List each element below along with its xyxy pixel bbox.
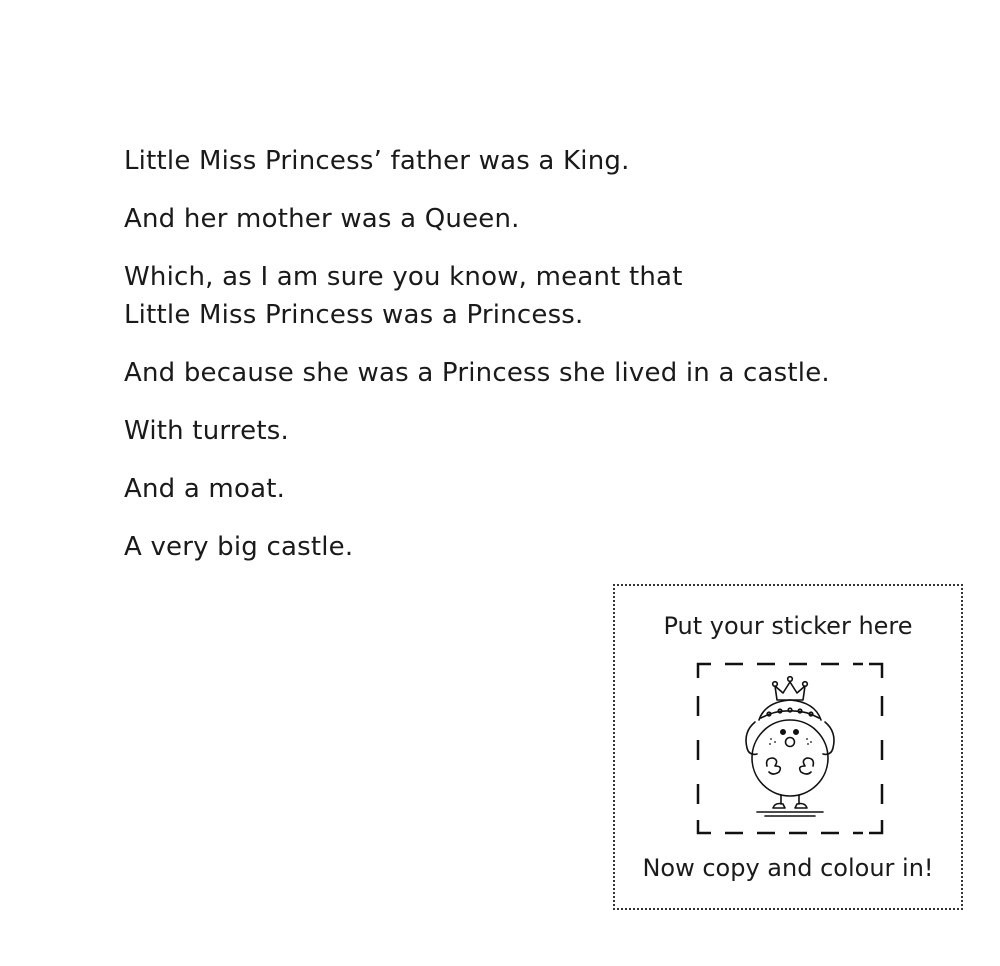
sticker-placeholder <box>695 662 885 836</box>
story-paragraph-1 <box>124 142 884 180</box>
story-paragraph-5 <box>124 412 884 450</box>
story-line: A very big castle. <box>124 532 354 562</box>
story-paragraph-7 <box>124 528 884 566</box>
story-line: Little Miss Princess’ father was a King. <box>124 146 630 176</box>
story-line: And a moat. <box>124 474 286 504</box>
sticker-panel <box>613 584 963 910</box>
story-line: Little Miss Princess was a Princess. <box>124 300 584 330</box>
story-paragraph-2 <box>124 200 884 238</box>
little-miss-princess-icon <box>746 677 834 816</box>
story-paragraph-4 <box>124 354 884 392</box>
story-line: With turrets. <box>124 416 289 446</box>
story-line: And because she was a Princess she lived in a castle. <box>124 358 830 388</box>
story-line: And her mother was a Queen. <box>124 204 520 234</box>
sticker-title: Put your sticker here <box>663 612 913 640</box>
story-paragraph-6 <box>124 470 884 508</box>
story-line: Which, as I am sure you know, meant that <box>124 262 683 292</box>
story-text <box>124 142 884 586</box>
story-paragraph-3 <box>124 258 884 334</box>
sticker-footer-caption: Now copy and colour in! <box>642 854 934 882</box>
sticker-frame <box>695 662 885 836</box>
